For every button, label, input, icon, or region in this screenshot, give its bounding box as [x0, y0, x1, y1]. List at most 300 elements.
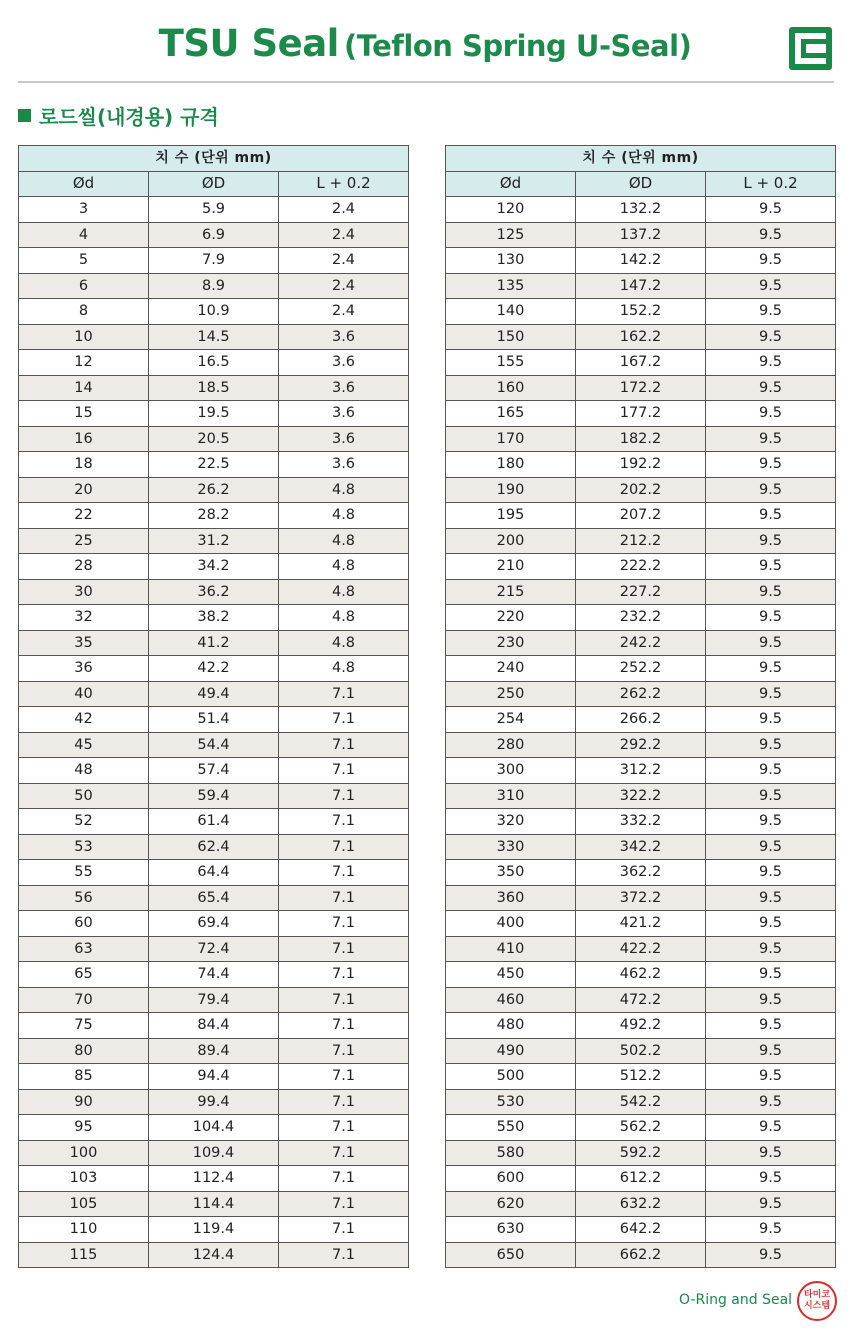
table-row — [19, 656, 409, 682]
table-cell: 9.5 — [706, 375, 836, 401]
table-cell: 662.2 — [576, 1242, 706, 1268]
table-row — [446, 783, 836, 809]
table-cell: 2.4 — [279, 273, 409, 299]
table-cell: 9.5 — [706, 1089, 836, 1115]
table-cell: 502.2 — [576, 1038, 706, 1064]
table-cell: 85 — [19, 1064, 149, 1090]
table-cell: 254 — [446, 707, 576, 733]
table-cell: 3.6 — [279, 324, 409, 350]
table-cell: 9.5 — [706, 528, 836, 554]
table-cell: 7.1 — [279, 681, 409, 707]
table-cell: 170 — [446, 426, 576, 452]
table-cell: 492.2 — [576, 1013, 706, 1039]
table-cell: 10 — [19, 324, 149, 350]
table-row — [446, 554, 836, 580]
table-cell: 59.4 — [149, 783, 279, 809]
table-cell: 135 — [446, 273, 576, 299]
table-cell: 4.8 — [279, 477, 409, 503]
table-row — [19, 962, 409, 988]
table-cell: 49.4 — [149, 681, 279, 707]
table-row — [19, 222, 409, 248]
table-cell: 16 — [19, 426, 149, 452]
table-cell: 53 — [19, 834, 149, 860]
table-row — [19, 554, 409, 580]
table-cell: 9.5 — [706, 936, 836, 962]
table-cell: 10.9 — [149, 299, 279, 325]
table-cell: 7.1 — [279, 1140, 409, 1166]
table-cell: 30 — [19, 579, 149, 605]
table-cell: 580 — [446, 1140, 576, 1166]
table-row — [19, 273, 409, 299]
table-row — [446, 707, 836, 733]
table-cell: 177.2 — [576, 401, 706, 427]
table-cell: 105 — [19, 1191, 149, 1217]
table-row — [446, 579, 836, 605]
table-row — [19, 1089, 409, 1115]
table-cell: 200 — [446, 528, 576, 554]
table-cell: 310 — [446, 783, 576, 809]
table-row — [446, 758, 836, 784]
table-cell: 31.2 — [149, 528, 279, 554]
table-cell: 7.1 — [279, 1089, 409, 1115]
table-cell: 56 — [19, 885, 149, 911]
table-row — [19, 1038, 409, 1064]
table-cell: 9.5 — [706, 1064, 836, 1090]
table-cell: 220 — [446, 605, 576, 631]
column-header-outer-diameter: ØD — [149, 171, 279, 197]
table-cell: 65.4 — [149, 885, 279, 911]
table-cell: 9.5 — [706, 732, 836, 758]
table-cell: 362.2 — [576, 860, 706, 886]
table-row — [19, 732, 409, 758]
table-row — [19, 758, 409, 784]
table-cell: 5 — [19, 248, 149, 274]
table-cell: 167.2 — [576, 350, 706, 376]
table-cell: 190 — [446, 477, 576, 503]
table-row — [446, 1242, 836, 1268]
table-cell: 61.4 — [149, 809, 279, 835]
table-row — [19, 477, 409, 503]
table-row — [19, 605, 409, 631]
table-cell: 112.4 — [149, 1166, 279, 1192]
table-row — [446, 605, 836, 631]
table-cell: 95 — [19, 1115, 149, 1141]
table-cell: 9.5 — [706, 605, 836, 631]
table-cell: 130 — [446, 248, 576, 274]
table-cell: 132.2 — [576, 197, 706, 223]
page-header — [0, 22, 850, 65]
table-cell: 25 — [19, 528, 149, 554]
table-cell: 7.1 — [279, 1217, 409, 1243]
table-row — [446, 962, 836, 988]
table-cell: 542.2 — [576, 1089, 706, 1115]
table-row — [19, 350, 409, 376]
table-cell: 42.2 — [149, 656, 279, 682]
table-cell: 9.5 — [706, 1191, 836, 1217]
column-header-inner-diameter: Ød — [19, 171, 149, 197]
table-row — [19, 860, 409, 886]
table-cell: 18.5 — [149, 375, 279, 401]
table-cell: 612.2 — [576, 1166, 706, 1192]
table-cell: 7.1 — [279, 707, 409, 733]
table-cell: 4.8 — [279, 528, 409, 554]
table-cell: 162.2 — [576, 324, 706, 350]
table-cell: 36.2 — [149, 579, 279, 605]
table-cell: 9.5 — [706, 426, 836, 452]
table-row — [19, 1166, 409, 1192]
table-cell: 35 — [19, 630, 149, 656]
table-cell: 152.2 — [576, 299, 706, 325]
table-row — [446, 732, 836, 758]
table-row — [19, 783, 409, 809]
table-row — [19, 987, 409, 1013]
table-cell: 421.2 — [576, 911, 706, 937]
table-cell: 52 — [19, 809, 149, 835]
table-row — [19, 324, 409, 350]
table-cell: 165 — [446, 401, 576, 427]
table-cell: 119.4 — [149, 1217, 279, 1243]
table-cell: 550 — [446, 1115, 576, 1141]
table-row — [446, 273, 836, 299]
table-cell: 9.5 — [706, 350, 836, 376]
section-title: 로드씰(내경용) 규격 — [39, 105, 219, 129]
table-cell: 3.6 — [279, 401, 409, 427]
table-cell: 530 — [446, 1089, 576, 1115]
table-cell: 632.2 — [576, 1191, 706, 1217]
table-cell: 266.2 — [576, 707, 706, 733]
table-cell: 74.4 — [149, 962, 279, 988]
table-cell: 460 — [446, 987, 576, 1013]
table-row — [446, 1089, 836, 1115]
table-cell: 103 — [19, 1166, 149, 1192]
table-cell: 215 — [446, 579, 576, 605]
table-row — [446, 936, 836, 962]
section-heading — [18, 101, 219, 130]
table-cell: 5.9 — [149, 197, 279, 223]
table-cell: 400 — [446, 911, 576, 937]
table-cell: 114.4 — [149, 1191, 279, 1217]
table-cell: 4 — [19, 222, 149, 248]
table-cell: 7.1 — [279, 834, 409, 860]
table-cell: 650 — [446, 1242, 576, 1268]
table-cell: 500 — [446, 1064, 576, 1090]
table-cell: 7.1 — [279, 885, 409, 911]
table-cell: 3.6 — [279, 375, 409, 401]
table-cell: 9.5 — [706, 834, 836, 860]
table-cell: 147.2 — [576, 273, 706, 299]
table-cell: 34.2 — [149, 554, 279, 580]
table-cell: 410 — [446, 936, 576, 962]
table-cell: 22 — [19, 503, 149, 529]
table-row — [446, 1140, 836, 1166]
table-cell: 42 — [19, 707, 149, 733]
table-cell: 240 — [446, 656, 576, 682]
table-cell: 14 — [19, 375, 149, 401]
table-cell: 142.2 — [576, 248, 706, 274]
table-cell: 75 — [19, 1013, 149, 1039]
table-cell: 4.8 — [279, 656, 409, 682]
table-cell: 2.4 — [279, 222, 409, 248]
table-cell: 9.5 — [706, 248, 836, 274]
table-cell: 9.5 — [706, 681, 836, 707]
table-row — [446, 197, 836, 223]
table-cell: 155 — [446, 350, 576, 376]
table-cell: 422.2 — [576, 936, 706, 962]
spec-table-right — [445, 145, 836, 1268]
column-header-length: L + 0.2 — [279, 171, 409, 197]
table-cell: 9.5 — [706, 1242, 836, 1268]
table-cell: 9.5 — [706, 987, 836, 1013]
table-cell: 620 — [446, 1191, 576, 1217]
table-row — [19, 401, 409, 427]
table-cell: 250 — [446, 681, 576, 707]
table-cell: 195 — [446, 503, 576, 529]
table-cell: 4.8 — [279, 630, 409, 656]
table-cell: 2.4 — [279, 197, 409, 223]
column-header-inner-diameter: Ød — [446, 171, 576, 197]
table-cell: 104.4 — [149, 1115, 279, 1141]
table-cell: 232.2 — [576, 605, 706, 631]
table-row — [446, 375, 836, 401]
table-cell: 9.5 — [706, 554, 836, 580]
table-cell: 8.9 — [149, 273, 279, 299]
table-row — [19, 630, 409, 656]
table-row — [19, 375, 409, 401]
table-cell: 227.2 — [576, 579, 706, 605]
table-cell: 7.1 — [279, 783, 409, 809]
table-cell: 137.2 — [576, 222, 706, 248]
table-cell: 125 — [446, 222, 576, 248]
table-cell: 3.6 — [279, 452, 409, 478]
table-row — [446, 1064, 836, 1090]
table-cell: 332.2 — [576, 809, 706, 835]
table-row — [19, 528, 409, 554]
table-row — [19, 911, 409, 937]
table-cell: 9.5 — [706, 273, 836, 299]
table-cell: 124.4 — [149, 1242, 279, 1268]
table-cell: 12 — [19, 350, 149, 376]
table-cell: 9.5 — [706, 299, 836, 325]
table-cell: 4.8 — [279, 579, 409, 605]
table-row — [446, 987, 836, 1013]
table-cell: 32 — [19, 605, 149, 631]
company-stamp-icon — [797, 1281, 837, 1321]
table-row — [446, 1191, 836, 1217]
table-cell: 7.9 — [149, 248, 279, 274]
table-cell: 9.5 — [706, 1038, 836, 1064]
table-cell: 172.2 — [576, 375, 706, 401]
table-cell: 512.2 — [576, 1064, 706, 1090]
table-cell: 6 — [19, 273, 149, 299]
table-cell: 115 — [19, 1242, 149, 1268]
table-cell: 90 — [19, 1089, 149, 1115]
table-cell: 9.5 — [706, 477, 836, 503]
table-cell: 192.2 — [576, 452, 706, 478]
table-cell: 3.6 — [279, 350, 409, 376]
table-cell: 7.1 — [279, 1242, 409, 1268]
table-cell: 490 — [446, 1038, 576, 1064]
table-cell: 212.2 — [576, 528, 706, 554]
table-cell: 15 — [19, 401, 149, 427]
table-cell: 207.2 — [576, 503, 706, 529]
table-cell: 350 — [446, 860, 576, 886]
table-cell: 9.5 — [706, 860, 836, 886]
table-cell: 40 — [19, 681, 149, 707]
table-row — [446, 1013, 836, 1039]
table-cell: 7.1 — [279, 936, 409, 962]
table-cell: 160 — [446, 375, 576, 401]
table-cell: 65 — [19, 962, 149, 988]
table-cell: 9.5 — [706, 324, 836, 350]
table-cell: 9.5 — [706, 783, 836, 809]
table-cell: 372.2 — [576, 885, 706, 911]
table-cell: 45 — [19, 732, 149, 758]
table-row — [19, 1217, 409, 1243]
table-cell: 642.2 — [576, 1217, 706, 1243]
table-cell: 182.2 — [576, 426, 706, 452]
table-cell: 4.8 — [279, 605, 409, 631]
table-cell: 54.4 — [149, 732, 279, 758]
table-cell: 300 — [446, 758, 576, 784]
page-title — [159, 22, 692, 65]
table-cell: 99.4 — [149, 1089, 279, 1115]
table-row — [19, 426, 409, 452]
table-cell: 7.1 — [279, 962, 409, 988]
stamp-line-2: 시스템 — [803, 1301, 831, 1311]
table-cell: 320 — [446, 809, 576, 835]
table-cell: 9.5 — [706, 809, 836, 835]
table-row — [19, 1013, 409, 1039]
table-cell: 9.5 — [706, 197, 836, 223]
table-cell: 28.2 — [149, 503, 279, 529]
table-row — [446, 248, 836, 274]
table-cell: 26.2 — [149, 477, 279, 503]
table-cell: 330 — [446, 834, 576, 860]
table-cell: 7.1 — [279, 758, 409, 784]
table-cell: 19.5 — [149, 401, 279, 427]
table-row — [19, 707, 409, 733]
table-row — [446, 401, 836, 427]
table-cell: 9.5 — [706, 1115, 836, 1141]
table-cell: 100 — [19, 1140, 149, 1166]
table-cell: 9.5 — [706, 452, 836, 478]
table-cell: 9.5 — [706, 656, 836, 682]
table-cell: 7.1 — [279, 1115, 409, 1141]
table-row — [19, 885, 409, 911]
table-cell: 222.2 — [576, 554, 706, 580]
table-row — [446, 885, 836, 911]
table-cell: 63 — [19, 936, 149, 962]
table-cell: 70 — [19, 987, 149, 1013]
table-row — [446, 528, 836, 554]
table-row — [19, 579, 409, 605]
header-divider — [18, 81, 834, 83]
table-cell: 7.1 — [279, 911, 409, 937]
table-cell: 8 — [19, 299, 149, 325]
table-cell: 94.4 — [149, 1064, 279, 1090]
table-cell: 9.5 — [706, 401, 836, 427]
table-cell: 2.4 — [279, 299, 409, 325]
table-cell: 36 — [19, 656, 149, 682]
table-row — [19, 936, 409, 962]
footer-text: O-Ring and Seal — [679, 1292, 793, 1308]
table-cell: 312.2 — [576, 758, 706, 784]
table-row — [446, 503, 836, 529]
table-cell: 64.4 — [149, 860, 279, 886]
table-cell: 9.5 — [706, 1013, 836, 1039]
table-cell: 9.5 — [706, 758, 836, 784]
table-cell: 110 — [19, 1217, 149, 1243]
table-cell: 242.2 — [576, 630, 706, 656]
table-group-header: 치 수 (단위 mm) — [446, 146, 836, 172]
title-main: TSU Seal — [158, 22, 339, 65]
table-cell: 4.8 — [279, 554, 409, 580]
table-cell: 292.2 — [576, 732, 706, 758]
table-cell: 22.5 — [149, 452, 279, 478]
table-cell: 630 — [446, 1217, 576, 1243]
table-cell: 9.5 — [706, 1140, 836, 1166]
table-row — [19, 1064, 409, 1090]
table-cell: 109.4 — [149, 1140, 279, 1166]
table-cell: 9.5 — [706, 579, 836, 605]
table-row — [446, 299, 836, 325]
table-row — [19, 1242, 409, 1268]
table-cell: 480 — [446, 1013, 576, 1039]
column-header-outer-diameter: ØD — [576, 171, 706, 197]
table-cell: 7.1 — [279, 1191, 409, 1217]
table-cell: 14.5 — [149, 324, 279, 350]
table-cell: 57.4 — [149, 758, 279, 784]
table-row — [19, 1140, 409, 1166]
table-row — [19, 503, 409, 529]
table-row — [446, 911, 836, 937]
table-cell: 3 — [19, 197, 149, 223]
table-cell: 7.1 — [279, 732, 409, 758]
table-cell: 38.2 — [149, 605, 279, 631]
table-cell: 462.2 — [576, 962, 706, 988]
table-cell: 20 — [19, 477, 149, 503]
table-cell: 69.4 — [149, 911, 279, 937]
table-cell: 150 — [446, 324, 576, 350]
table-cell: 9.5 — [706, 707, 836, 733]
table-cell: 322.2 — [576, 783, 706, 809]
table-cell: 7.1 — [279, 1166, 409, 1192]
table-row — [19, 299, 409, 325]
table-cell: 4.8 — [279, 503, 409, 529]
table-row — [446, 1115, 836, 1141]
table-row — [19, 1115, 409, 1141]
table-cell: 230 — [446, 630, 576, 656]
table-row — [446, 681, 836, 707]
table-cell: 41.2 — [149, 630, 279, 656]
table-cell: 7.1 — [279, 860, 409, 886]
table-row — [446, 656, 836, 682]
table-row — [19, 681, 409, 707]
table-cell: 210 — [446, 554, 576, 580]
table-row — [446, 630, 836, 656]
table-cell: 7.1 — [279, 809, 409, 835]
table-cell: 262.2 — [576, 681, 706, 707]
table-cell: 80 — [19, 1038, 149, 1064]
table-row — [19, 248, 409, 274]
table-cell: 3.6 — [279, 426, 409, 452]
table-cell: 140 — [446, 299, 576, 325]
table-cell: 9.5 — [706, 885, 836, 911]
table-row — [446, 1217, 836, 1243]
table-row — [446, 222, 836, 248]
table-cell: 252.2 — [576, 656, 706, 682]
table-row — [19, 197, 409, 223]
